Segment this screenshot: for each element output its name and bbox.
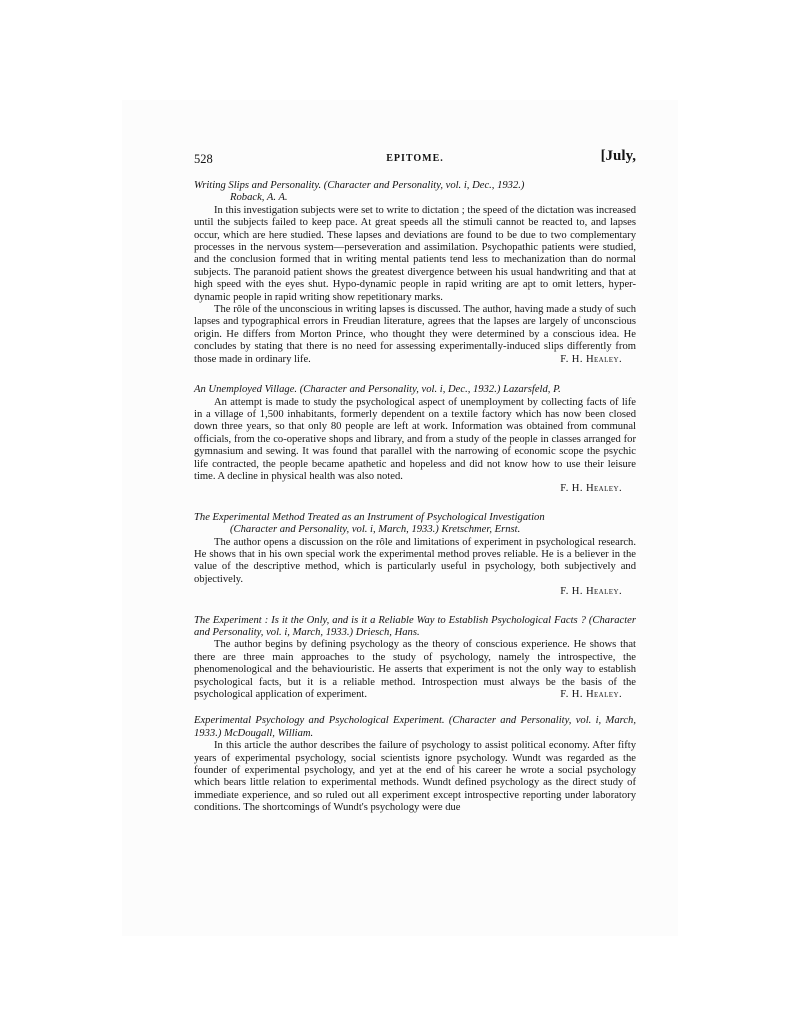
abstract-entry: [194, 615, 636, 702]
entry-author: Roback, A. A.: [230, 192, 288, 204]
running-date: [July,: [600, 148, 636, 164]
entry-title: Experimental Psychology and Psychological Experiment.: [194, 715, 445, 727]
entry-heading: [194, 384, 636, 396]
entry-title: The Experiment : Is it the Only, and is it a Reliable Way to Establish Psychological Facts ?: [194, 614, 586, 626]
entry-source: (Character and Personality, vol. i, March, 1933.): [230, 524, 439, 536]
document-page: [194, 148, 636, 815]
entry-paragraph: In this article the author describes the failure of psychology to assist political economy. After fifty years of experimental psychology, social scientists ignore psychology. Wundt was regarded as the founder of experimental psychology, and yet at the end of his career he wrote a social psychology which bears little relation to experimental methods. Wundt defined psychology as the direct study of immediate experience, and so ruled out all experiment except introspective reporting under laboratory conditions. The shortcomings of Wundt's psychology were due: [194, 740, 636, 814]
entry-signature: F. H. Healey.: [560, 353, 622, 365]
entry-title: An Unemployed Village.: [194, 384, 298, 396]
entry-paragraph: The author opens a discussion on the rôle and limitations of experiment in psychological research. He shows that in his own special work the experimental method proves reliable. He is a believer in the value of the descriptive method, which is particularly useful in psychology, both subjectively and objectively.: [194, 536, 636, 585]
page-number: 528: [194, 152, 213, 166]
entry-paragraph: [194, 639, 636, 701]
entry-paragraph: [194, 304, 636, 366]
entry-source: (Character and Personality, vol. i, Dec., 1932.): [299, 384, 501, 396]
entry-source: (Character and Personality, vol. i, March, 1933.): [194, 614, 636, 638]
entry-heading: [194, 180, 636, 205]
entry-author: Kretschmer, Ernst.: [441, 524, 521, 536]
entry-source: (Character and Personality, vol. i, March, 1933.): [194, 715, 636, 739]
entry-heading: [194, 615, 636, 640]
abstract-entry: [194, 180, 636, 366]
entry-author: Driesch, Hans.: [355, 627, 420, 638]
entry-signature: F. H. Healey.: [560, 586, 622, 598]
entry-paragraph: An attempt is made to study the psychological aspect of unemployment by collecting facts of life in a village of 1,500 inhabitants, formerly dependent on a textile factory which has now been closed down three years, so that only 80 people are left at work. Information was obtained from communal officials, from the co-operative shops and library, and from a study of the people in classes arranged for gymnasium and sewing. It was found that parallel with the narrowing of economic scope the psychic life contracted, the people became apathetic and hopeless and did not know how to use their leisure time. A decline in physical health was also noted.: [194, 396, 636, 482]
entry-paragraph-text: The rôle of the unconscious in writing lapses is discussed. The author, having made a study of such lapses and typographical errors in Freudian literature, agrees that the lapses are largely of unconscious origin. He differs from Morton Prince, who thought they were determined by a conscious idea. He concludes by stating that there is no need for assessing experimentally-induced slips differently from those made in ordinary life.: [194, 304, 636, 365]
entry-heading: [194, 512, 636, 537]
entry-title: The Experimental Method Treated as an Instrument of Psychological Investigation: [194, 511, 545, 523]
running-title: EPITOME.: [386, 153, 444, 164]
entry-paragraph-text: The author begins by defining psychology as the theory of conscious experience. He shows that there are three main approaches to the study of psychology, namely the introspective, the phenomenological and the behaviouristic. He asserts that experiment is not the only way to establish psychological facts, but it is a reliable method. Introspection must always be the basis of the psychological application of experiment.: [194, 639, 636, 701]
abstract-entry: [194, 715, 636, 814]
entry-signature: F. H. Healey.: [560, 689, 622, 701]
entry-paragraph: In this investigation subjects were set to write to dictation ; the speed of the dictation was increased until the subjects failed to keep pace. At great speeds all the stimuli cannot be reacted to, and lapses occur, which are here studied. These lapses and deviations are found to be due to two complementary processes in the nervous system—perseveration and assimilation. Psychopathic patients were studied, and the conclusion formed that in writing mental patients tend less to mechanization than do normal subjects. The paranoid patient shows the greatest divergence between his usual handwriting and that at high speed with the eyes shut. Hypo-dynamic people in rapid writing are apt to omit letters, hyper-dynamic people in rapid writing show repetitionary marks.: [194, 204, 636, 303]
abstract-entry: [194, 384, 636, 496]
entry-signature: F. H. Healey.: [560, 483, 622, 495]
entry-author: Lazarsfeld, P.: [503, 384, 561, 396]
entry-source: (Character and Personality, vol. i, Dec., 1932.): [323, 180, 525, 191]
entry-heading: [194, 715, 636, 740]
running-head: [194, 148, 636, 170]
entry-title: Writing Slips and Personality.: [194, 180, 322, 191]
entry-author: McDougall, William.: [224, 727, 314, 739]
abstract-entry: [194, 512, 636, 599]
